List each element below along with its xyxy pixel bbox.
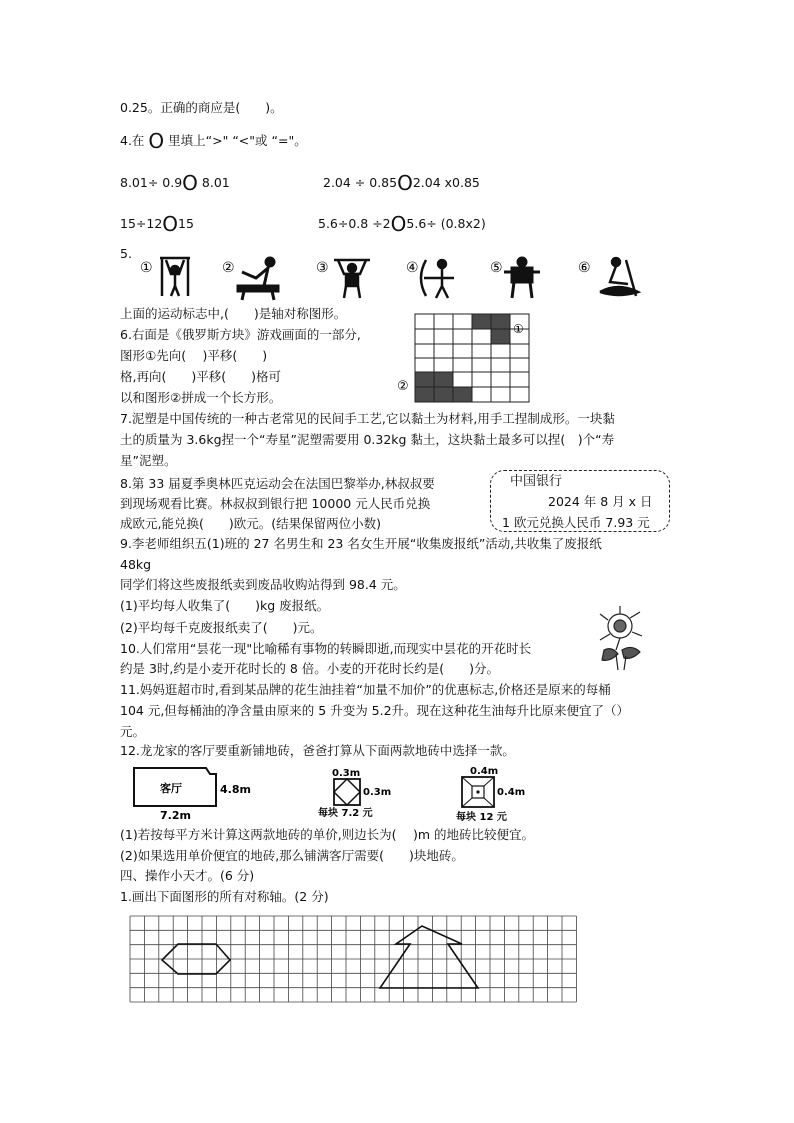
q4-r1b-right: 2.04 x0.85 bbox=[412, 175, 480, 190]
tile-b-side: 0.4m bbox=[497, 787, 526, 798]
room-diagram bbox=[134, 768, 251, 822]
pull-up-icon bbox=[160, 258, 190, 296]
room-width: 7.2m bbox=[160, 809, 191, 822]
q4-stem bbox=[120, 129, 307, 153]
rowing-icon bbox=[600, 258, 638, 296]
compare-circle-icon[interactable]: O bbox=[162, 212, 179, 236]
q4-r1a-right: 8.01 bbox=[201, 175, 230, 190]
compare-circle-icon: O bbox=[148, 129, 165, 153]
q11-line1: 11.妈妈逛超市时,看到某品牌的花生油挂着“加量不加价”的优惠标志,价格还是原来的每桶 bbox=[120, 682, 611, 697]
q4-r2a-right: 15 bbox=[178, 216, 194, 231]
tile-a-side: 0.3m bbox=[363, 787, 392, 798]
q9-sub1: (1)平均每人收集了( )kg 废报纸。 bbox=[120, 598, 330, 613]
q5-number: 5. bbox=[120, 246, 132, 261]
q12-line1: 12.龙龙家的客厅要重新铺地砖，爸爸打算从下面两款地砖中选择一款。 bbox=[120, 743, 515, 758]
q4-stem-b: 里填上“>" “<"或 “="。 bbox=[168, 133, 307, 148]
q6-line1: 6.右面是《俄罗斯方块》游戏画面的一部分, bbox=[120, 327, 361, 342]
symmetry-grid-lines bbox=[130, 916, 576, 1002]
q6-line4: 以和图形②拼成一个长方形。 bbox=[120, 390, 282, 405]
q10-line1: 10.人们常用“昙花一现"比喻稀有事物的转瞬即逝,而现实中昙花的开花时长 bbox=[120, 641, 532, 656]
q8-line1: 8.第 33 届夏季奥林匹克运动会在法国巴黎举办,林叔叔要 bbox=[120, 476, 435, 491]
room-height: 4.8m bbox=[220, 783, 251, 796]
bank-name: 中国银行 bbox=[510, 474, 563, 489]
q4-row1-a bbox=[120, 171, 230, 195]
tile-a-diagram bbox=[318, 768, 391, 819]
q9-line3: 同学们将这些废报纸卖到废品收购站得到 98.4 元。 bbox=[120, 577, 406, 592]
q4-r1a-left: 8.01÷ 0.9 bbox=[120, 175, 183, 190]
tetris-mark-1: ① bbox=[513, 322, 524, 336]
q9-line1: 9.李老师组织五(1)班的 27 名男生和 23 名女生开展“收集废报纸”活动,共收集了废报纸 bbox=[120, 536, 602, 551]
q11-line3: 元。 bbox=[120, 724, 146, 739]
archery-icon bbox=[421, 260, 454, 298]
q4-row2-b bbox=[318, 212, 486, 236]
q4-stem-a: 4.在 bbox=[120, 133, 145, 148]
compare-circle-icon[interactable]: O bbox=[397, 171, 413, 195]
tile-b-price: 每块 12 元 bbox=[456, 812, 507, 823]
tile-b-top: 0.4m bbox=[470, 766, 499, 777]
tree-shape bbox=[380, 926, 478, 988]
q7-line2: 土的质量为 3.6kg捏一个“寿星”泥塑需要用 0.32kg 黏土，这块黏土最多可以捏( )个“寿 bbox=[120, 432, 615, 447]
q4-r2b-left: 5.6÷0.8 ÷2 bbox=[318, 216, 391, 231]
q5-text: 上面的运动标志中,( )是轴对称图形。 bbox=[120, 306, 347, 321]
q12-sub1: (1)若按每平方米计算这两款地砖的单价,则边长为( )m 的地砖比较便宜。 bbox=[120, 827, 535, 842]
q9-sub2: (2)平均每千克废报纸卖了( )元。 bbox=[120, 620, 323, 635]
q7-line1: 7.泥塑是中国传统的一种古老常见的民间手工艺,它以黏土为材料,用手工捏制成形。一块黏 bbox=[120, 411, 615, 426]
bank-date: 2024 年 8 月 x 日 bbox=[548, 494, 653, 509]
tile-a-top: 0.3m bbox=[332, 768, 361, 779]
icon-num-6: ⑥ bbox=[578, 260, 591, 276]
tile-diagrams bbox=[126, 762, 546, 824]
q4-r1b-left: 2.04 ÷ 0.85 bbox=[323, 175, 398, 190]
q11-line2: 104 元,但每桶油的净含量由原来的 5 升变为 5.2升。现在这种花生油每升比原来便宜了（） bbox=[120, 703, 630, 718]
tile-b-diagram bbox=[456, 766, 525, 823]
bank-rate: 1 欧元兑换人民币 7.93 元 bbox=[502, 515, 650, 530]
q4-row1-b bbox=[323, 171, 480, 195]
section4-q1: 1.画出下面图形的所有对称轴。(2 分) bbox=[120, 889, 329, 904]
q4-r2a-left: 15÷12 bbox=[120, 216, 163, 231]
q4-row2-a bbox=[120, 212, 194, 236]
tile-a-price: 每块 7.2 元 bbox=[318, 808, 373, 819]
pommel-horse-icon bbox=[238, 258, 278, 300]
tetris-mark-2: ② bbox=[397, 379, 409, 394]
q12-sub2: (2)如果选用单价便宜的地砖,那么铺满客厅需要( )块地砖。 bbox=[120, 848, 464, 863]
sport-icons-row bbox=[138, 252, 658, 302]
q10-line2: 约是 3时,约是小麦开花时长的 8 倍。小麦的开花时长约是( )分。 bbox=[120, 661, 500, 676]
section4-heading: 四、操作小天才。(6 分) bbox=[120, 868, 255, 883]
q4-r2b-right: 5.6÷ (0.8x2) bbox=[406, 216, 486, 231]
icon-num-1: ① bbox=[140, 260, 153, 276]
icon-num-3: ③ bbox=[316, 260, 329, 276]
q9-line2: 48kg bbox=[120, 557, 152, 572]
compare-circle-icon[interactable]: O bbox=[390, 212, 407, 236]
compare-circle-icon[interactable]: O bbox=[182, 171, 198, 195]
q3-tail-text: 0.25。正确的商应是( )。 bbox=[120, 100, 283, 115]
icon-num-5: ⑤ bbox=[490, 260, 503, 276]
weightlifting-icon bbox=[334, 260, 370, 298]
wrestling-icon bbox=[504, 258, 540, 298]
q8-line3: 成欧元,能兑换( )欧元。(结果保留两位小数) bbox=[120, 516, 381, 531]
q7-line3: 星”泥塑。 bbox=[120, 453, 177, 468]
icon-num-4: ④ bbox=[406, 260, 419, 276]
room-label: 客厅 bbox=[160, 782, 182, 795]
q8-line2: 到现场观看比赛。林叔叔到银行把 10000 元人民币兑换 bbox=[120, 496, 431, 511]
q6-line3: 格,再向( )平移( )格可 bbox=[120, 369, 281, 384]
icon-num-2: ② bbox=[222, 260, 235, 276]
symmetry-grid[interactable] bbox=[126, 912, 580, 1006]
epiphyllum-flower-icon bbox=[596, 606, 646, 672]
q6-line2: 图形①先向( )平移( ) bbox=[120, 348, 268, 363]
tetris-grid bbox=[394, 310, 539, 406]
